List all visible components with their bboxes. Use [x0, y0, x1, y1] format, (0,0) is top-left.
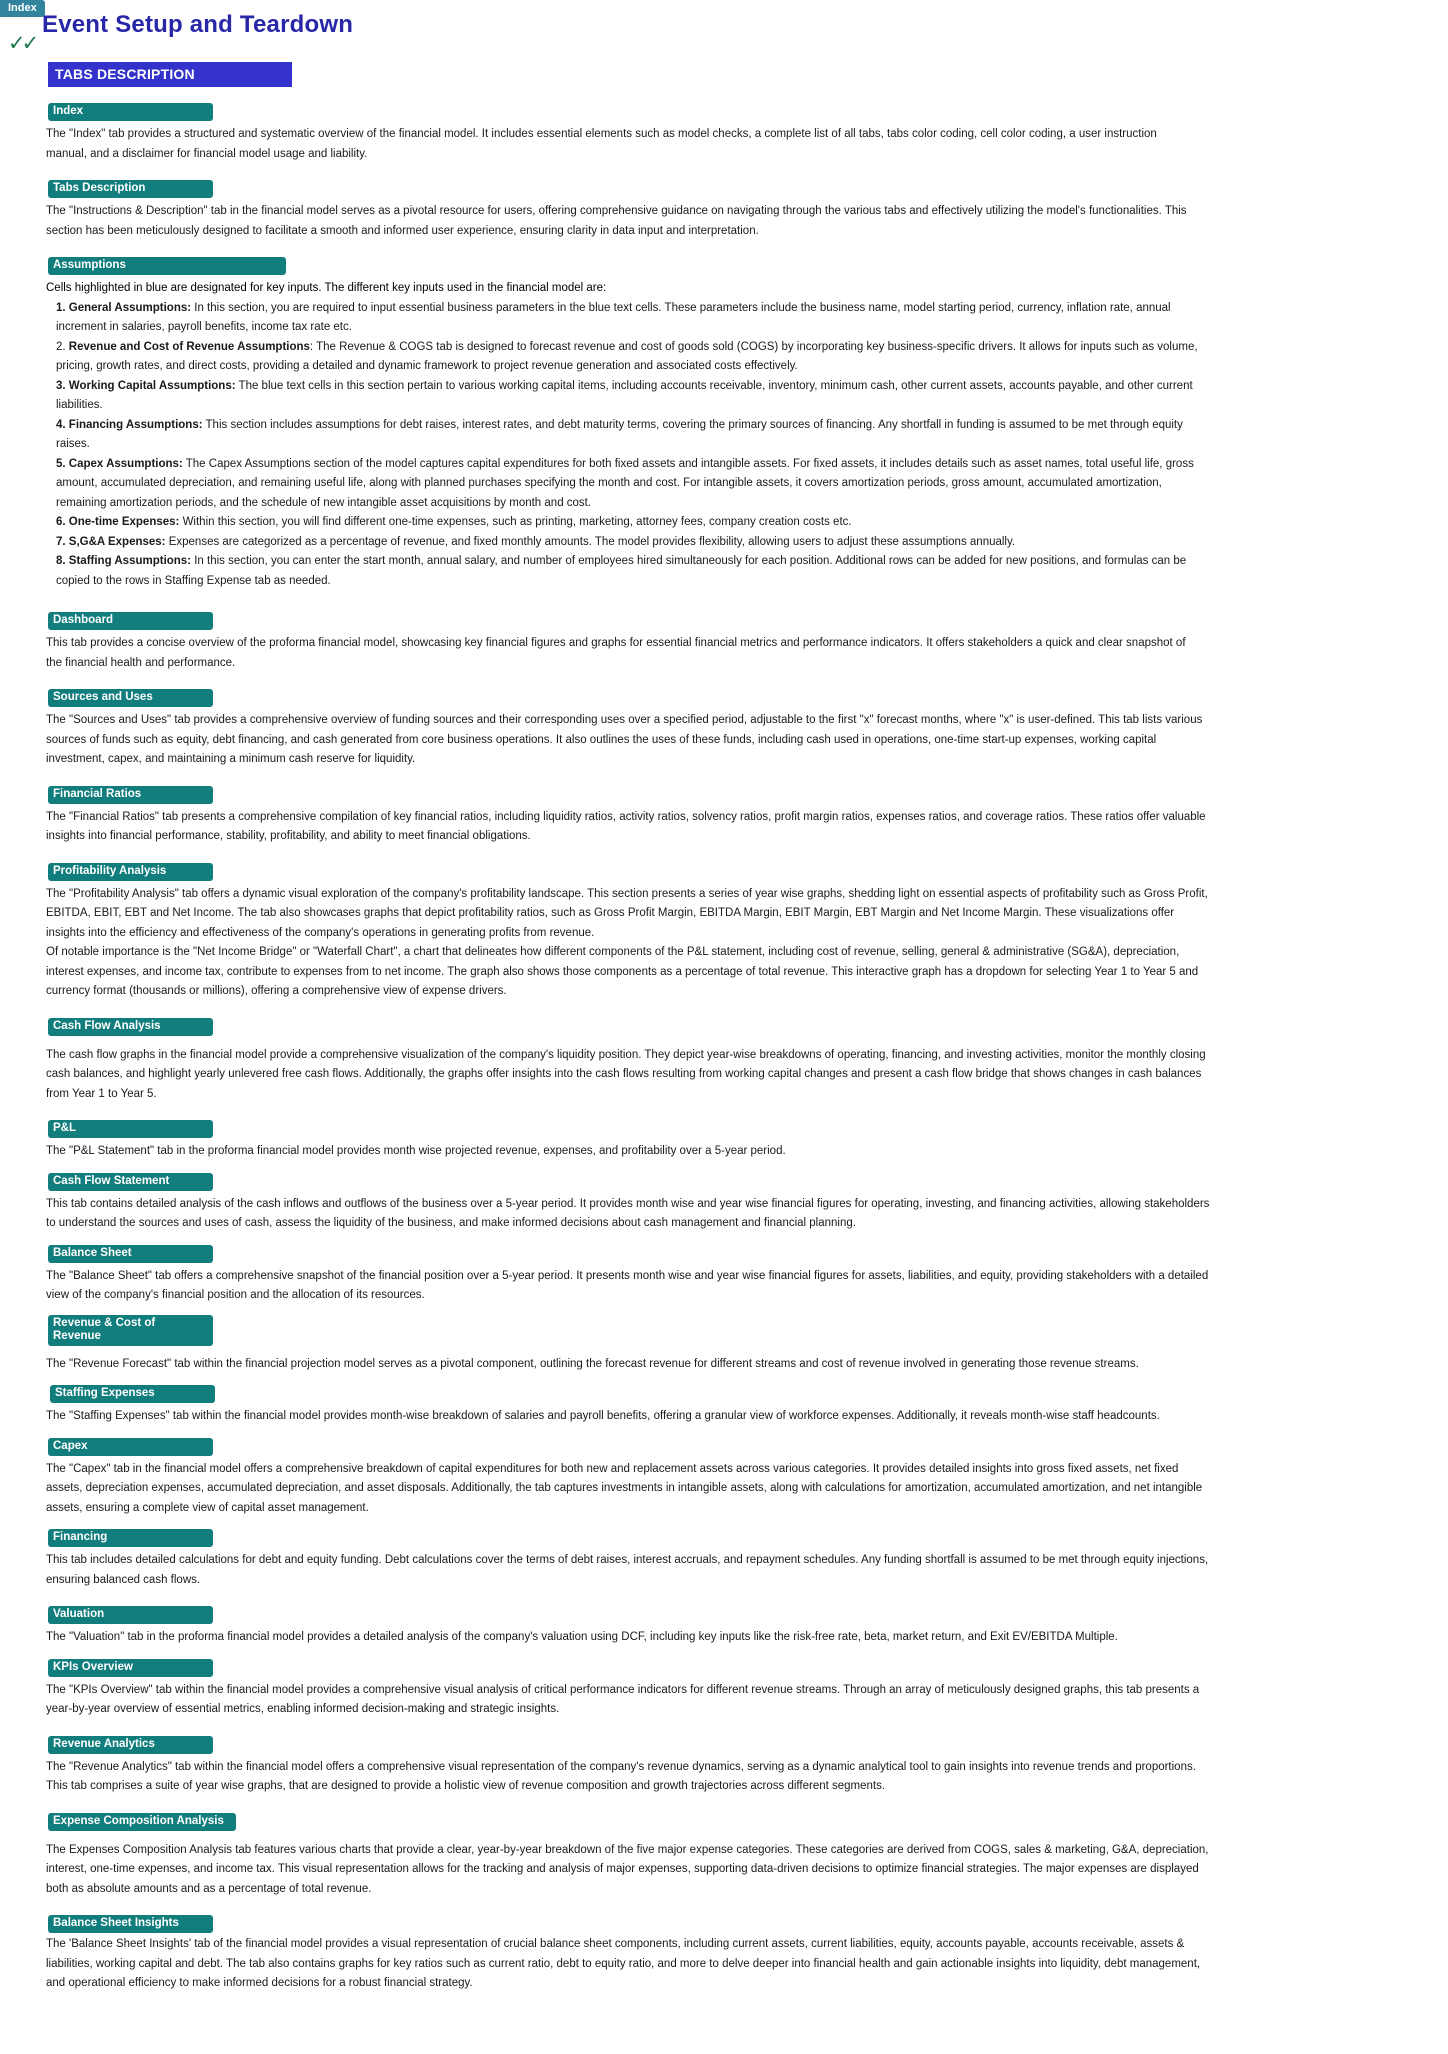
index-tab-button[interactable]: Index	[0, 0, 45, 17]
section-staffing-expenses	[0, 1383, 1448, 1427]
list-item	[46, 552, 1211, 591]
section-financial-ratios	[0, 784, 1448, 847]
list-item-text: This section includes assumptions for debt raises, interest rates, and debt maturity terms, covering the primary sources of financing. Any shortfall in funding is assumed to be met through equity raises.	[56, 418, 1183, 450]
section-body-cash-flow-analysis: The cash flow graphs in the financial model provide a comprehensive visualization of the company's liquidity position. They depict year-wise breakdowns of operating, financing, and investing activities, monitor the monthly closing cash balances, and highlight yearly unlevered free cash flows. Additionally, the graphs offer insights into the cash flows resulting from working capital changes and present a cash flow bridge that shows changes in cash balances from Year 1 to Year 5.	[46, 1048, 1206, 1100]
section-heading-revenue-analytics[interactable]: Revenue Analytics	[48, 1736, 213, 1754]
list-item-number: 3.	[56, 379, 66, 392]
section-body-staffing-expenses: The "Staffing Expenses" tab within the financial model provides month-wise breakdown of salaries and payroll benefits, offering a granular view of workforce expenses. Additionally, it reveals month-wise staff headcounts.	[46, 1410, 1160, 1422]
model-checks-indicator: ✓✓	[8, 31, 36, 55]
list-item-number: 4.	[56, 418, 66, 431]
section-body-balance-sheet-insights: The 'Balance Sheet Insights' tab of the financial model provides a visual representation of crucial balance sheet components, including current assets, current liabilities, equity, accounts payable, accounts receivable, assets & liabilities, working capital and debt. The tab also contains graphs for key ratios such as current ratio, debt to equity ratio, and more to delve deeper into financial health and gain actionable insights into liquidity, debt management, and operational efficiency to make informed decisions for a robust financial strategy.	[46, 1938, 1201, 1989]
list-item	[46, 513, 1211, 533]
section-body-kpis-overview: The "KPIs Overview" tab within the financial model provides a comprehensive visual analysis of critical performance indicators for different revenue streams. Through an array of meticulously designed graphs, this tab presents a year-by-year overview of essential metrics, enabling informed decision-making and strategic insights.	[46, 1683, 1200, 1715]
section-body-tabs-description: The "Instructions & Description" tab in the financial model serves as a pivotal resource for users, offering comprehensive guidance on navigating through the various tabs and effectively utilizing the model's functionalities. This section has been meticulously designed to facilitate a smooth and informed user experience, ensuring clarity in data input and interpretation.	[46, 205, 1187, 237]
list-item-label: Financing Assumptions:	[68, 418, 203, 431]
section-heading-financial-ratios[interactable]: Financial Ratios	[48, 786, 213, 804]
section-sources-and-uses	[0, 687, 1448, 770]
list-item-number: 2.	[56, 340, 66, 353]
list-item-text: The blue text cells in this section pertain to various working capital items, including accounts receivable, inventory, minimum cash, other current assets, accounts payable, and other current liabilities.	[56, 379, 1193, 411]
section-heading-cash-flow-analysis[interactable]: Cash Flow Analysis	[48, 1018, 213, 1036]
section-heading-index[interactable]: Index	[48, 103, 213, 121]
list-item-label: Working Capital Assumptions:	[68, 379, 236, 392]
section-body-pl: The "P&L Statement" tab in the proforma financial model provides month wise projected revenue, expenses, and profitability over a 5-year period.	[46, 1145, 786, 1157]
list-item	[46, 299, 1211, 338]
section-dashboard	[0, 610, 1448, 673]
section-body-balance-sheet: The "Balance Sheet" tab offers a comprehensive snapshot of the financial position over a 5-year period. It presents month wise and year wise financial figures for assets, liabilities, and equity, providing stakeholders with a detailed view of the company's financial position and the allocation of its resources.	[46, 1269, 1209, 1301]
section-revenue-and-cost-of-revenue	[0, 1315, 1448, 1375]
list-item	[46, 338, 1211, 377]
list-item-label: Capex Assumptions:	[68, 457, 183, 470]
section-body-financial-ratios: The "Financial Ratios" tab presents a comprehensive compilation of key financial ratios, including liquidity ratios, activity ratios, solvency ratios, profit margin ratios, expenses ratios, and coverage ratios. These ratios offer valuable insights into financial performance, stability, profitability, and ability to meet financial obligations.	[46, 810, 1206, 842]
section-heading-financing[interactable]: Financing	[48, 1529, 213, 1547]
section-heading-tabs-description[interactable]: Tabs Description	[48, 180, 213, 198]
list-item-label: General Assumptions:	[68, 301, 192, 314]
section-heading-cash-flow-statement[interactable]: Cash Flow Statement	[48, 1173, 213, 1191]
section-heading-revenue-and-cost-of-revenue[interactable]: Revenue & Cost of Revenue	[48, 1315, 213, 1346]
list-item-text: In this section, you can enter the start month, annual salary, and number of employees hired simultaneously for each position. Additional rows can be added for new positions, and formulas can be copied to the rows in Staffing Expense tab as needed.	[56, 555, 1187, 587]
section-body-cash-flow-statement: This tab contains detailed analysis of the cash inflows and outflows of the business over a 5-year period. It provides month wise and year wise financial figures for operating, investing, and financing activities, allowing stakeholders to understand the sources and uses of cash, assess the liquidity of the business, and make informed decisions about cash management and financial planning.	[46, 1197, 1210, 1229]
section-heading-kpis-overview[interactable]: KPIs Overview	[48, 1659, 213, 1677]
tabs-description-sheet	[0, 62, 1448, 2054]
section-kpis-overview	[0, 1657, 1448, 1720]
section-valuation	[0, 1604, 1448, 1648]
section-balance-sheet-insights	[0, 1913, 1448, 1994]
list-item-number: 5.	[56, 457, 66, 470]
list-item-label: One-time Expenses:	[68, 516, 180, 528]
list-item-text: The Capex Assumptions section of the model captures capital expenditures for both fixed assets and intangible assets. For fixed assets, it includes details such as asset names, total useful life, gross amount, accumulated depreciation, and remaining useful life, along with planned purchases specifying the month and cost. For intangible assets, it covers amortization periods, gross amount, accumulated amortization, remaining amortization periods, and the schedule of new intangible asset acquisitions by month and cost.	[56, 457, 1194, 509]
section-heading-staffing-expenses[interactable]: Staffing Expenses	[50, 1385, 215, 1403]
list-item-number: 8.	[56, 555, 66, 567]
list-item-label: S,G&A Expenses:	[68, 535, 166, 548]
list-item	[46, 377, 1211, 416]
assumptions-list	[46, 299, 1211, 592]
section-revenue-analytics	[0, 1734, 1448, 1797]
section-balance-sheet	[0, 1243, 1448, 1306]
section-heading-expense-composition-analysis[interactable]: Expense Composition Analysis	[48, 1813, 236, 1831]
section-heading-assumptions[interactable]: Assumptions	[48, 257, 286, 275]
page-title: Event Setup and Teardown	[42, 11, 354, 38]
section-heading-capex[interactable]: Capex	[48, 1438, 213, 1456]
section-capex	[0, 1436, 1448, 1519]
list-item-text: In this section, you are required to input essential business parameters in the blue text cells. These parameters include the business name, model starting period, currency, inflation rate, annual increment in salaries, payroll benefits, income tax rate etc.	[56, 301, 1171, 333]
section-heading-profitability-analysis[interactable]: Profitability Analysis	[48, 863, 213, 881]
section-assumptions	[0, 255, 1448, 591]
list-item-label: Staffing Assumptions:	[68, 555, 192, 567]
list-item-text: Within this section, you will find different one-time expenses, such as printing, marketing, attorney fees, company creation costs etc.	[179, 516, 852, 528]
section-body-financing: This tab includes detailed calculations for debt and equity funding. Debt calculations cover the terms of debt raises, interest accruals, and repayment schedules. Any funding shortfall is assumed to be met through equity injections, ensuring balanced cash flows.	[46, 1554, 1209, 1586]
section-body-sources-and-uses: The "Sources and Uses" tab provides a comprehensive overview of funding sources and their corresponding uses over a specified period, adjustable to the first "x" forecast months, where "x" is user-defined. This tab lists various sources of funds such as equity, debt financing, and cash generated from core business operations. It also outlines the uses of these funds, including cash used in operations, one-time start-up expenses, working capital investment, capex, and maintaining a minimum cash reserve for liquidity.	[46, 714, 1203, 765]
list-item	[46, 533, 1211, 553]
section-heading-pl[interactable]: P&L	[48, 1120, 213, 1138]
section-heading-dashboard[interactable]: Dashboard	[48, 612, 213, 630]
section-index	[0, 101, 1448, 164]
section-body-revenue-analytics: The "Revenue Analytics" tab within the financial model offers a comprehensive visual representation of the company's revenue dynamics, serving as a dynamic analytical tool to gain insights into revenue trends and proportions. This tab comprises a suite of year wise graphs, that are designed to provide a holistic view of revenue composition and growth trajectories across different segments.	[46, 1760, 1196, 1792]
section-expense-composition-analysis	[0, 1811, 1448, 1900]
list-item-number: 1.	[56, 301, 66, 314]
section-body-expense-composition-analysis: The Expenses Composition Analysis tab features various charts that provide a clear, year-by-year breakdown of the five major expense categories. These categories are derived from COGS, sales & marketing, G&A, depreciation, interest, one-time expenses, and income tax. This visual representation allows for the tracking and analysis of major expenses, supporting data-driven decisions to optimize financial strategies. The major expenses are displayed both as absolute amounts and as a percentage of total revenue.	[46, 1843, 1209, 1895]
section-heading-balance-sheet[interactable]: Balance Sheet	[48, 1245, 213, 1263]
list-item	[46, 416, 1211, 455]
tabs-description-banner: TABS DESCRIPTION	[48, 62, 292, 87]
section-body-index: The "Index" tab provides a structured and systematic overview of the financial model. It includes essential elements such as model checks, a complete list of all tabs, tabs color coding, cell color coding, a user instruction manual, and a disclaimer for financial model usage and liability.	[46, 128, 1157, 160]
section-body-revenue-and-cost-of-revenue: The "Revenue Forecast" tab within the financial projection model serves as a pivotal component, outlining the forecast revenue for different streams and cost of revenue involved in generating those revenue streams.	[46, 1357, 1139, 1370]
section-financing	[0, 1527, 1448, 1590]
list-item-text: : The Revenue & COGS tab is designed to forecast revenue and cost of goods sold (COGS) by incorporating key business-specific drivers. It allows for inputs such as volume, pricing, growth rates, and direct costs, providing a detailed and dynamic framework to project revenue generation and associated costs effectively.	[56, 340, 1198, 372]
section-heading-sources-and-uses[interactable]: Sources and Uses	[48, 689, 213, 707]
list-item-label: Revenue and Cost of Revenue Assumptions	[68, 340, 310, 353]
section-cash-flow-statement	[0, 1171, 1448, 1234]
section-body-profitability-analysis-2: Of notable importance is the "Net Income Bridge" or "Waterfall Chart", a chart that delineates how different components of the P&L statement, including cost of revenue, selling, general & administrative (SG&A), depreciation, interest expenses, and income tax, contribute to expenses from to net income. The graph also shows those components as a percentage of total revenue. This interactive graph has a dropdown for selecting Year 1 to Year 5 and currency format (thousands or millions), offering a comprehensive view of expense drivers.	[46, 946, 1199, 997]
list-item-text: Expenses are categorized as a percentage of revenue, and fixed monthly amounts. The model provides flexibility, allowing users to adjust these assumptions annually.	[165, 535, 1016, 548]
section-cash-flow-analysis	[0, 1016, 1448, 1105]
section-body-profitability-analysis-1: The "Profitability Analysis" tab offers a dynamic visual exploration of the company's profitability landscape. This section presents a series of year wise graphs, shedding light on essential aspects of profitability such as Gross Profit, EBITDA, EBIT, EBT and Net Income. The tab also showcases graphs that depict profitability ratios, such as Gross Profit Margin, EBITDA Margin, EBIT Margin, EBT Margin and Net Income Margin. These visualizations offer insights into the efficiency and effectiveness of the company's operations in generating profits from revenue.	[46, 887, 1208, 939]
section-profitability-analysis	[0, 861, 1448, 1002]
section-heading-valuation[interactable]: Valuation	[48, 1606, 213, 1624]
section-pl	[0, 1118, 1448, 1162]
section-heading-balance-sheet-insights[interactable]: Balance Sheet Insights	[48, 1915, 213, 1933]
list-item-number: 7.	[56, 535, 66, 548]
section-body-dashboard: This tab provides a concise overview of the proforma financial model, showcasing key financial figures and graphs for essential financial metrics and performance indicators. It offers stakeholders a quick and clear snapshot of the financial health and performance.	[46, 637, 1186, 669]
section-tabs-description	[0, 178, 1448, 241]
section-body-valuation: The "Valuation" tab in the proforma financial model provides a detailed analysis of the company's valuation using DCF, including key inputs like the risk-free rate, beta, market return, and Exit EV/EBITDA Multiple.	[46, 1631, 1118, 1643]
section-body-capex: The "Capex" tab in the financial model offers a comprehensive breakdown of capital expenditures for both new and replacement assets across various categories. It provides detailed insights into gross fixed assets, net fixed assets, depreciation expenses, accumulated depreciation, and asset disposals. Additionally, the tab captures investments in intangible assets, along with calculations for amortization, accumulated amortization, and net intangible assets, ensuring a complete view of capital asset management.	[46, 1462, 1203, 1514]
list-item	[46, 455, 1211, 514]
list-item-number: 6.	[56, 516, 66, 528]
assumptions-intro: Cells highlighted in blue are designated for key inputs. The different key inputs used in the financial model are:	[46, 282, 607, 294]
